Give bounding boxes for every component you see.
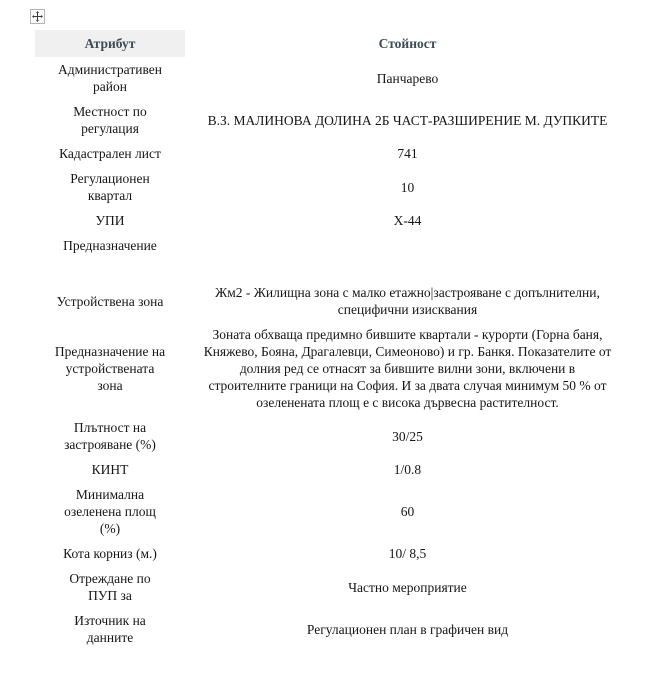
- table-row: [35, 57, 630, 99]
- value-cell[interactable]: 741: [397, 146, 418, 161]
- attribute-cell: Регулационен квартал: [70, 171, 150, 203]
- table-row: [35, 99, 630, 141]
- attribute-cell: Предназначение на устройствената зона: [54, 344, 166, 393]
- table-row: [35, 482, 630, 541]
- attribute-cell: Кота корниз (м.): [63, 546, 157, 561]
- attribute-cell: Кадастрален лист: [59, 146, 161, 161]
- attribute-cell: Устройствена зона: [56, 293, 164, 309]
- attribute-cell: Отреждане по ПУП за: [69, 571, 151, 603]
- value-cell[interactable]: 1/0.8: [393, 462, 422, 477]
- attribute-value-table: [35, 30, 630, 650]
- table-row: [35, 166, 630, 208]
- table-row: [35, 566, 630, 608]
- table-row: [35, 457, 630, 482]
- attribute-cell: Източник на данните: [74, 613, 146, 645]
- attribute-cell: КИНТ: [91, 462, 129, 477]
- table-row: [35, 541, 630, 566]
- value-cell[interactable]: Частно мероприятие: [348, 579, 467, 595]
- value-cell[interactable]: Зоната обхваща предимно бившите квартали - курорти (Горна баня, Княжево, Бояна, Драгалевци, Симеоново) и гр. Банкя. Показателите от долния ред се отнасят за бившите вилни зони, включени в строителните граници на София. И за двата случая минимум 50 % от озеленената площ е с висока дървесна растителност.: [203, 327, 612, 410]
- value-cell[interactable]: Регулационен план в графичен вид: [306, 621, 509, 637]
- attribute-cell: УПИ: [95, 213, 125, 228]
- value-cell[interactable]: 60: [400, 504, 415, 519]
- value-cell[interactable]: Жм2 - Жилищна зона с малко етажно|застрояване с допълнителни, специфични изисквания: [215, 285, 600, 317]
- table-row: [35, 208, 630, 233]
- attribute-cell: Местност по регулация: [73, 104, 147, 136]
- table-row: [35, 608, 630, 650]
- value-cell[interactable]: В.З. МАЛИНОВА ДОЛИНА 2Б ЧАСТ-РАЗШИРЕНИЕ М. ДУПКИТЕ: [207, 112, 608, 128]
- column-header-value: Стойност: [378, 36, 437, 51]
- attribute-cell: Минимална озеленена площ (%): [64, 487, 156, 536]
- table-row: [35, 233, 630, 280]
- value-cell[interactable]: Панчарево: [376, 70, 439, 86]
- value-cell[interactable]: 10: [400, 179, 415, 195]
- move-icon: [32, 11, 43, 22]
- table-header-row: [35, 30, 630, 57]
- value-cell[interactable]: 10/ 8,5: [388, 546, 427, 561]
- attribute-cell: Административен район: [58, 62, 162, 94]
- table-row: [35, 415, 630, 457]
- attribute-cell: Предназначение: [63, 238, 157, 253]
- column-header-attribute: Атрибут: [35, 30, 185, 57]
- value-cell[interactable]: 30/25: [392, 428, 423, 444]
- table-row: [35, 141, 630, 166]
- table-row: [35, 322, 630, 415]
- value-cell[interactable]: [185, 233, 630, 280]
- value-cell[interactable]: X-44: [393, 213, 422, 228]
- attribute-cell: Плътност на застрояване (%): [64, 420, 156, 452]
- table-move-handle[interactable]: [30, 9, 45, 24]
- table-row: [35, 280, 630, 322]
